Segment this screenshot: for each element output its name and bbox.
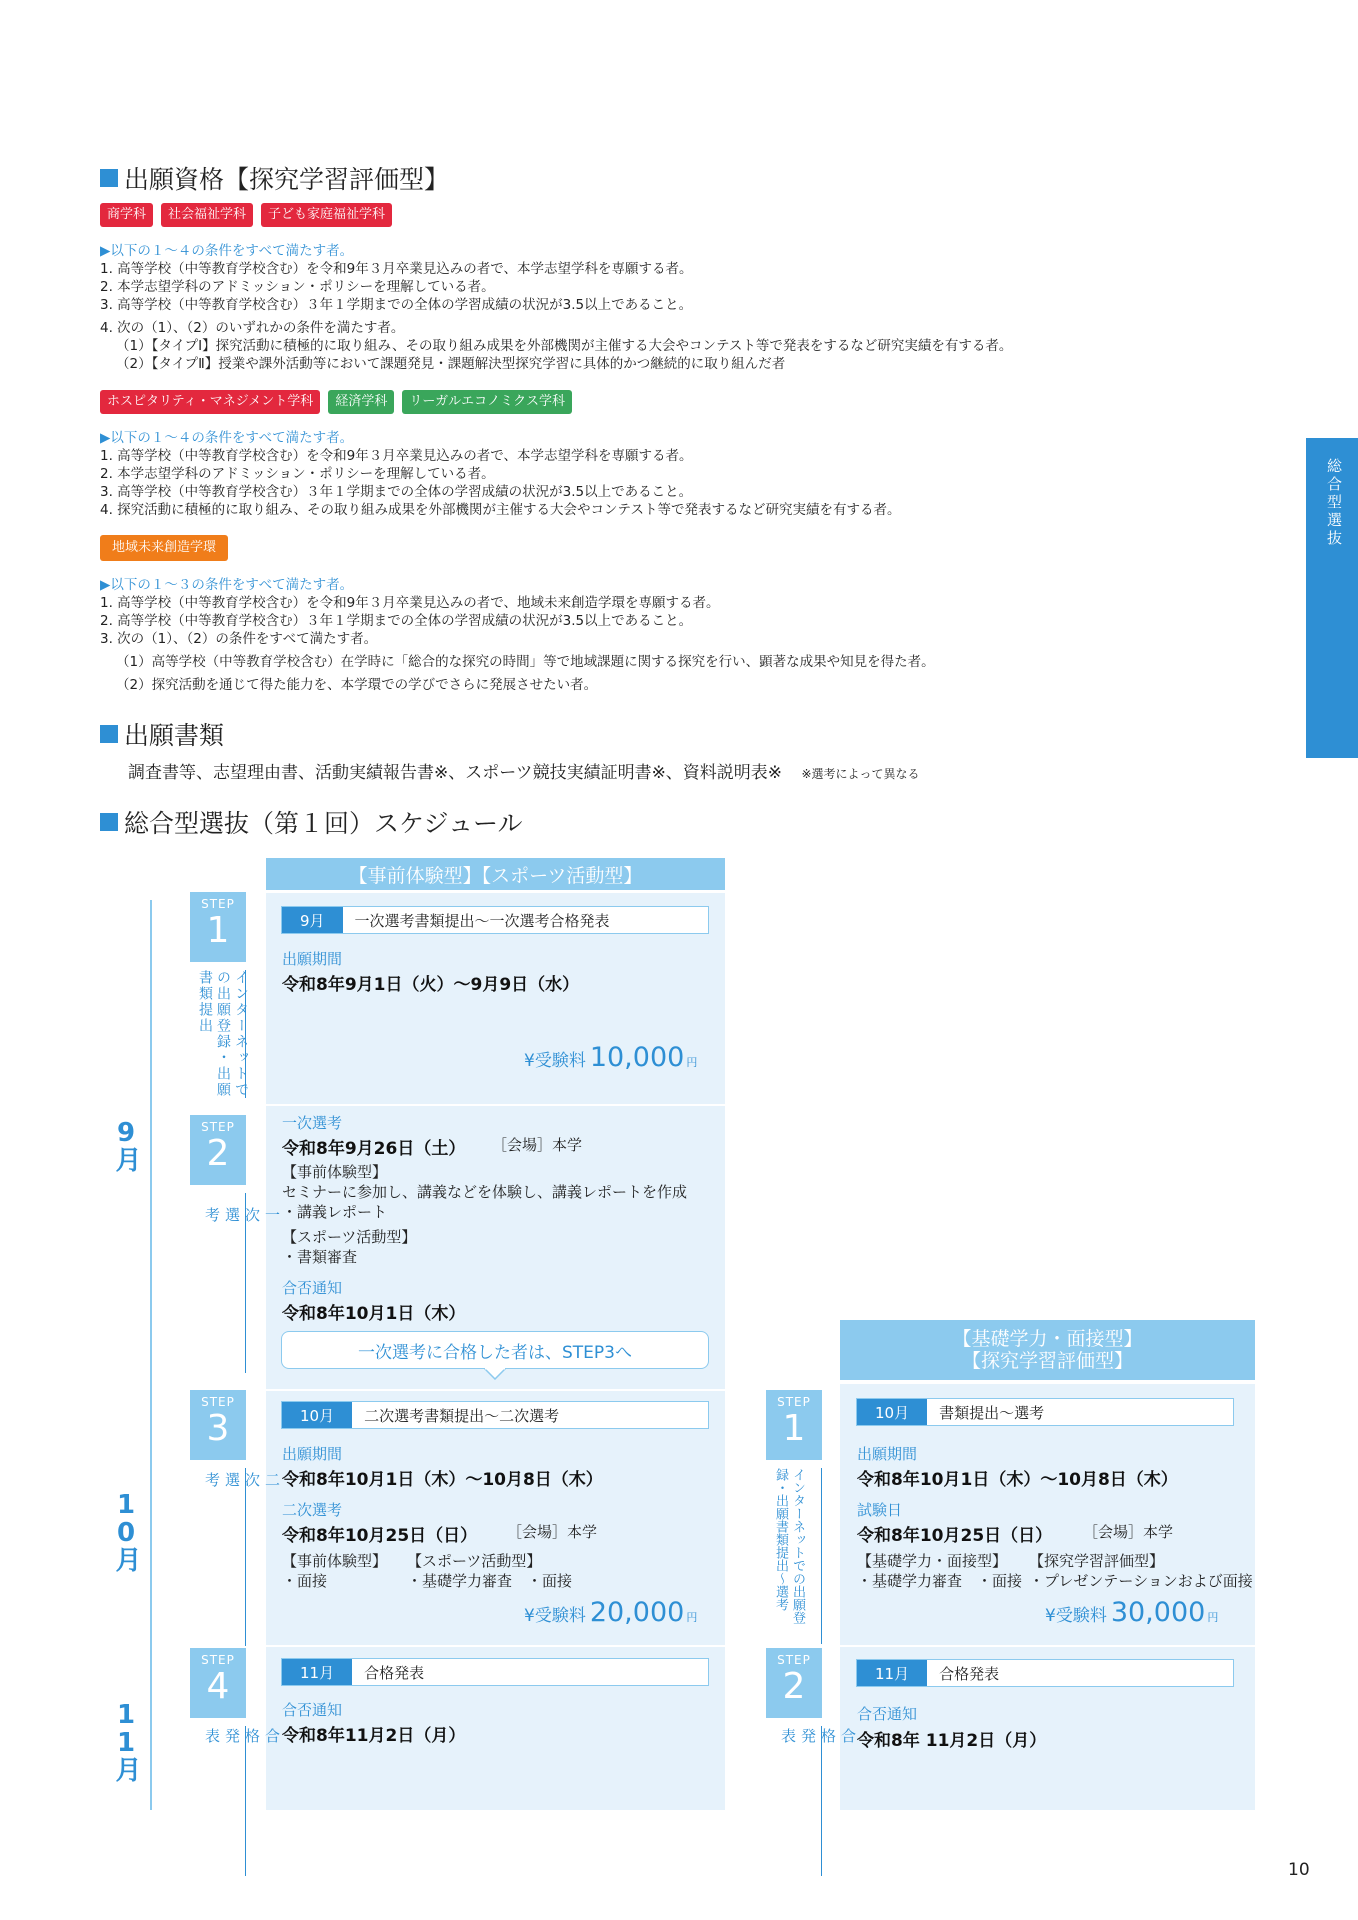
callout: 一次選考に合格した者は、STEP3へ (281, 1331, 709, 1369)
step-bracket (236, 1193, 246, 1373)
type-label: 【スポーツ活動型】 (282, 1228, 417, 1246)
requirement-item: 2. 高等学校（中等教育学校含む）３年１学期までの全体の学習成績の状況が3.5以上であること。 (100, 613, 693, 629)
phase-month: 11月 (857, 1660, 927, 1686)
panel-divider (266, 1645, 725, 1647)
phase-text: 書類提出～選考 (939, 1403, 1045, 1422)
result-date: 令和8年11月2日（月） (282, 1726, 466, 1746)
phase-text: 一次選考書類提出～一次選考合格発表 (354, 911, 610, 930)
step-label: STEP (201, 1120, 235, 1134)
step-badge (766, 1648, 822, 1718)
period-value: 令和8年10月1日（木）～10月8日（木） (282, 1470, 603, 1490)
exam-date: 令和8年10月25日（日） (857, 1526, 1053, 1546)
heading-text: 出願資格【探究学習評価型】 (124, 165, 450, 194)
type-item: ・講義レポート (282, 1203, 388, 1221)
tag-group-2 (100, 390, 572, 414)
step-badge (190, 1390, 246, 1460)
requirements-group-1 (100, 242, 1012, 373)
dept-tag: 地域未来創造学環 (100, 535, 228, 561)
step-label: STEP (201, 897, 235, 911)
period-value: 令和8年9月1日（火）～9月9日（水） (282, 975, 580, 995)
period-value: 令和8年10月1日（木）～10月8日（木） (857, 1470, 1178, 1490)
documents-list (128, 758, 920, 783)
type-item: ・書類審査 (282, 1248, 358, 1266)
requirement-item: 4. 探究活動に積極的に取り組み、その取り組み成果を外部機関が主催する大会やコンテスト等で発表するなど研究実績を有する者。 (100, 502, 901, 518)
step-vertical-text: 二次選考 (203, 1472, 281, 1495)
dept-tag: 商学科 (100, 203, 153, 227)
period-label: 出願期間 (857, 1445, 918, 1463)
phase-text: 二次選考書類提出～二次選考 (364, 1406, 560, 1425)
step-badge (190, 1115, 246, 1185)
phase-bar (856, 1659, 1234, 1687)
exam-label: 一次選考 (282, 1114, 343, 1132)
dept-tag: 経済学科 (328, 390, 394, 414)
step-number: 3 (206, 1408, 230, 1449)
step-number: 2 (206, 1133, 230, 1174)
fee-amount: 30,000 (1110, 1597, 1206, 1628)
result-label: 合否通知 (282, 1279, 343, 1297)
tag-group-3 (100, 535, 228, 561)
phase-month: 10月 (282, 1402, 352, 1428)
square-bullet-icon (100, 169, 118, 187)
period-label: 出願期間 (282, 950, 343, 968)
fee-label: ¥受験料 (1045, 1606, 1107, 1626)
step-number: 1 (782, 1408, 806, 1449)
requirement-item: 3. 高等学校（中等教育学校含む）３年１学期までの全体の学習成績の状況が3.5以上であること。 (100, 484, 693, 500)
month-label: 10月 (111, 1490, 141, 1570)
heading-text: 出願書類 (124, 721, 225, 750)
exam-label: 試験日 (857, 1501, 903, 1519)
step-number: 1 (206, 910, 230, 951)
venue: ［会場］本学 (1083, 1523, 1174, 1541)
requirements-group-2 (100, 429, 900, 519)
type-label: 【スポーツ活動型】 (407, 1552, 542, 1570)
track-a-title: 【事前体験型】【スポーツ活動型】 (266, 858, 725, 890)
step-badge (766, 1390, 822, 1460)
step-number: 4 (206, 1666, 230, 1707)
timeline-line (150, 900, 152, 1810)
step-bracket (812, 1468, 822, 1644)
step-label: STEP (201, 1653, 235, 1667)
result-date: 令和8年 11月2日（月） (857, 1731, 1047, 1751)
track-b-step-1 (766, 1390, 822, 1624)
type-label: 【事前体験型】 (282, 1163, 388, 1181)
step-label: STEP (201, 1395, 235, 1409)
requirement-item: 1. 高等学校（中等教育学校含む）を令和9年３月卒業見込みの者で、本学志望学科を専願する者。 (100, 448, 693, 464)
step-label: STEP (777, 1653, 811, 1667)
fee (524, 1042, 697, 1073)
step-vertical-text: 一次選考 (203, 1207, 281, 1230)
step-4 (190, 1648, 281, 1747)
requirements-group-3 (100, 576, 935, 694)
requirement-subitem: （1）高等学校（中等教育学校含む）在学時に「総合的な探究の時間」等で地域課題に関する探究を行い、顕著な成果や知見を得た者。 (116, 654, 935, 670)
square-bullet-icon (100, 813, 118, 831)
requirement-item: 1. 高等学校（中等教育学校含む）を令和9年３月卒業見込みの者で、地域未来創造学環を専願する者。 (100, 595, 720, 611)
fee-unit: 円 (1207, 1611, 1219, 1624)
month-label: 9月 (111, 1118, 141, 1170)
track-b-step-2 (766, 1648, 857, 1747)
dept-tag: 社会福祉学科 (161, 203, 253, 227)
phase-bar (281, 1401, 709, 1429)
requirement-subitem: （2）【タイプⅡ】授業や課外活動等において課題発見・課題解決型探究学習に具体的かつ継続的に取り組んだ者 (116, 356, 786, 372)
exam-date: 令和8年9月26日（土） (282, 1139, 466, 1159)
venue: ［会場］本学 (492, 1136, 583, 1154)
type-item: ・基礎学力審査 ・面接 (857, 1572, 1023, 1590)
requirement-item: 2. 本学志望学科のアドミッション・ポリシーを理解している者。 (100, 466, 495, 482)
documents-note: ※選考によって異なる (801, 767, 920, 781)
panel-divider (840, 1645, 1255, 1647)
step-bracket (236, 1468, 246, 1646)
result-date: 令和8年10月1日（木） (282, 1304, 466, 1324)
section-heading-eligibility (100, 160, 449, 196)
requirement-item: 3. 次の（1）、（2）の条件をすべて満たす者。 (100, 631, 378, 647)
requirement-lead: ▶以下の１～４の条件をすべて満たす者。 (100, 430, 354, 446)
step-2 (190, 1115, 281, 1230)
phase-month: 9月 (282, 907, 343, 933)
type-label: 【事前体験型】 (282, 1552, 388, 1570)
period-label: 出願期間 (282, 1445, 343, 1463)
track-b-title (840, 1320, 1255, 1380)
requirement-subitem: （1）【タイプⅠ】探究活動に積極的に取り組み、その取り組み成果を外部機関が主催する大会やコンテスト等で発表をするなど研究実績を有する者。 (116, 338, 1013, 354)
requirement-item: 2. 本学志望学科のアドミッション・ポリシーを理解している者。 (100, 279, 495, 295)
step-bracket (236, 970, 246, 1098)
step-badge (190, 1648, 246, 1718)
track-b-title-line: 【基礎学力・面接型】 (952, 1328, 1143, 1350)
phase-text: 合格発表 (939, 1664, 1000, 1683)
exam-date: 令和8年10月25日（日） (282, 1526, 478, 1546)
step-vertical-text: インターネットでの出願登録・出願書類提出 (197, 970, 249, 1098)
step-3 (190, 1390, 281, 1495)
step-vertical-text: インターネットでの出願登録・出願書類提出～選考 (773, 1468, 805, 1624)
dept-tag: リーガルエコノミクス学科 (402, 390, 572, 414)
section-heading-schedule (100, 804, 523, 840)
documents-text: 調査書等、志望理由書、活動実績報告書※、スポーツ競技実績証明書※、資料説明表※ (128, 763, 783, 783)
phase-text: 合格発表 (364, 1663, 425, 1682)
type-item: ・面接 (282, 1572, 328, 1590)
type-label: 【探究学習評価型】 (1029, 1552, 1165, 1570)
square-bullet-icon (100, 725, 118, 743)
step-number: 2 (782, 1666, 806, 1707)
fee-amount: 20,000 (589, 1597, 685, 1628)
fee-label: ¥受験料 (524, 1606, 586, 1626)
type-label: 【基礎学力・面接型】 (857, 1552, 1008, 1570)
fee-unit: 円 (686, 1056, 698, 1069)
fee (1045, 1597, 1218, 1628)
requirement-lead: ▶以下の１～４の条件をすべて満たす者。 (100, 243, 354, 259)
fee (524, 1597, 697, 1628)
requirement-item: 3. 高等学校（中等教育学校含む）３年１学期までの全体の学習成績の状況が3.5以上であること。 (100, 297, 693, 313)
panel-divider (266, 1104, 725, 1106)
panel-divider (266, 1389, 725, 1391)
dept-tag: ホスピタリティ・マネジメント学科 (100, 390, 320, 414)
track-b-title-line: 【探究学習評価型】 (961, 1350, 1133, 1372)
phase-bar (281, 906, 709, 934)
requirement-item: 4. 次の（1）、（2）のいずれかの条件を満たす者。 (100, 320, 405, 336)
phase-month: 10月 (857, 1399, 927, 1425)
phase-bar (856, 1398, 1234, 1426)
result-label: 合否通知 (282, 1701, 343, 1719)
month-label: 11月 (111, 1700, 141, 1780)
heading-text: 総合型選抜（第１回）スケジュール (124, 809, 523, 838)
side-tab: 総合型選抜 (1306, 438, 1358, 758)
step-bracket (236, 1726, 246, 1876)
step-vertical-text: 合格発表 (203, 1728, 281, 1747)
tag-group-1 (100, 203, 392, 227)
type-item: ・基礎学力審査 ・面接 (407, 1572, 573, 1590)
result-label: 合否通知 (857, 1705, 918, 1723)
requirement-lead: ▶以下の１～３の条件をすべて満たす者。 (100, 577, 354, 593)
step-label: STEP (777, 1395, 811, 1409)
section-heading-documents (100, 716, 224, 752)
step-vertical-text: 合格発表 (779, 1728, 857, 1747)
requirement-subitem: （2）探究活動を通じて得た能力を、本学環での学びでさらに発展させたい者。 (116, 677, 598, 693)
type-desc: セミナーに参加し、講義などを体験し、講義レポートを作成 (282, 1183, 688, 1201)
page-number: 10 (1288, 1860, 1310, 1880)
fee-amount: 10,000 (589, 1042, 685, 1073)
dept-tag: 子ども家庭福祉学科 (261, 203, 392, 227)
fee-unit: 円 (686, 1611, 698, 1624)
callout-pointer-icon (484, 1368, 506, 1380)
step-1 (190, 892, 249, 1098)
exam-label: 二次選考 (282, 1501, 343, 1519)
step-bracket (812, 1726, 822, 1876)
phase-month: 11月 (282, 1659, 352, 1685)
phase-bar (281, 1658, 709, 1686)
type-item: ・プレゼンテーションおよび面接 (1029, 1572, 1253, 1590)
fee-label: ¥受験料 (524, 1051, 586, 1071)
requirement-item: 1. 高等学校（中等教育学校含む）を令和9年３月卒業見込みの者で、本学志望学科を専願する者。 (100, 261, 693, 277)
step-badge (190, 892, 246, 962)
venue: ［会場］本学 (507, 1523, 598, 1541)
